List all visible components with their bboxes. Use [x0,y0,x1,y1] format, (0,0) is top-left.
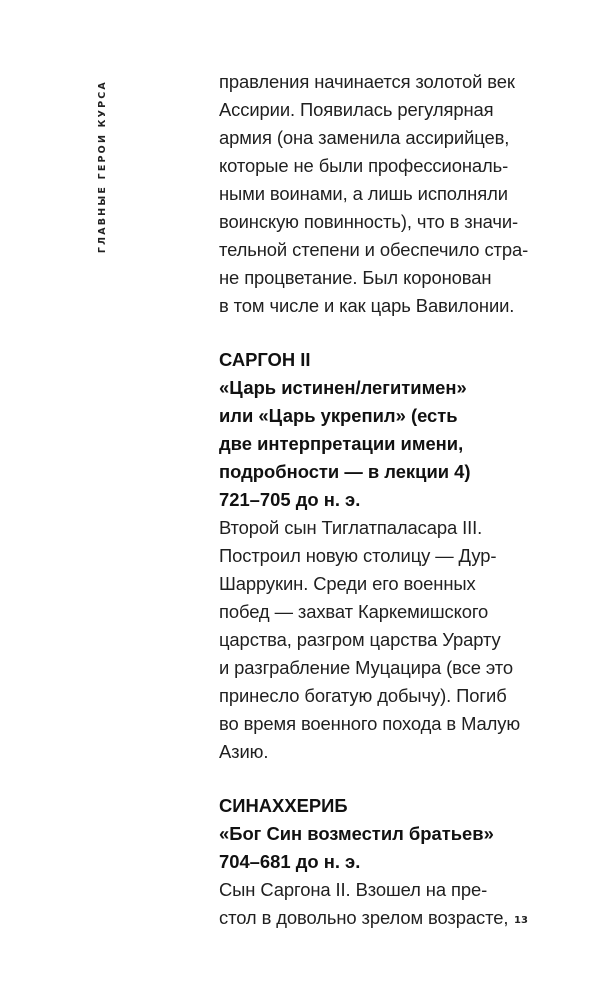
entry-sargon [219,346,549,766]
text-line: которые не были профессиональ- [219,155,509,176]
text-line: Азию. [219,741,269,762]
entry-subtitle-line: или «Царь укрепил» (есть [219,405,458,426]
text-line: воинскую повинность), что в значи- [219,211,519,232]
entry-dates: 704–681 до н. э. [219,851,361,872]
page-number: 13 [514,915,528,926]
entry-subtitle-line: две интерпретации имени, [219,433,464,454]
entry-subtitle-line: «Царь истинен/легитимен» [219,377,467,398]
entry-body [219,514,549,766]
text-line: не процветание. Был коронован [219,267,492,288]
text-line: ными воинами, а лишь исполняли [219,183,508,204]
text-line: стол в довольно зрелом возрасте, [219,907,509,928]
text-line: тельной степени и обеспечило стра- [219,239,529,260]
text-line: в том числе и как царь Вавилонии. [219,295,515,316]
text-line: царства, разгром царства Урарту [219,629,501,650]
text-line: принесло богатую добычу). Погиб [219,685,507,706]
entry-subtitle-line: подробности — в лекции 4) [219,461,471,482]
entry-sennacherib [219,792,549,932]
text-line: Построил новую столицу — Дур- [219,545,497,566]
entry-subtitle-line: «Бог Син возместил братьев» [219,823,494,844]
text-line: побед — захват Каркемишского [219,601,489,622]
running-head: ГЛАВНЫЕ ГЕРОИ КУРСА [97,80,108,254]
entry-title: СИНАХХЕРИБ [219,795,348,816]
text-line: Сын Саргона II. Взошел на пре- [219,879,488,900]
text-line: Шаррукин. Среди его военных [219,573,476,594]
entry-title: САРГОН II [219,349,311,370]
page-content [219,68,549,932]
text-line: армия (она заменила ассирийцев, [219,127,510,148]
entry-body [219,876,549,932]
entry-dates: 721–705 до н. э. [219,489,361,510]
text-line: во время военного похода в Малую [219,713,521,734]
text-line: и разграбление Муцацира (все это [219,657,513,678]
text-line: правления начинается золотой век [219,71,515,92]
text-line: Второй сын Тиглатпаласара III. [219,517,483,538]
text-line: Ассирии. Появилась регулярная [219,99,494,120]
intro-paragraph [219,68,549,320]
